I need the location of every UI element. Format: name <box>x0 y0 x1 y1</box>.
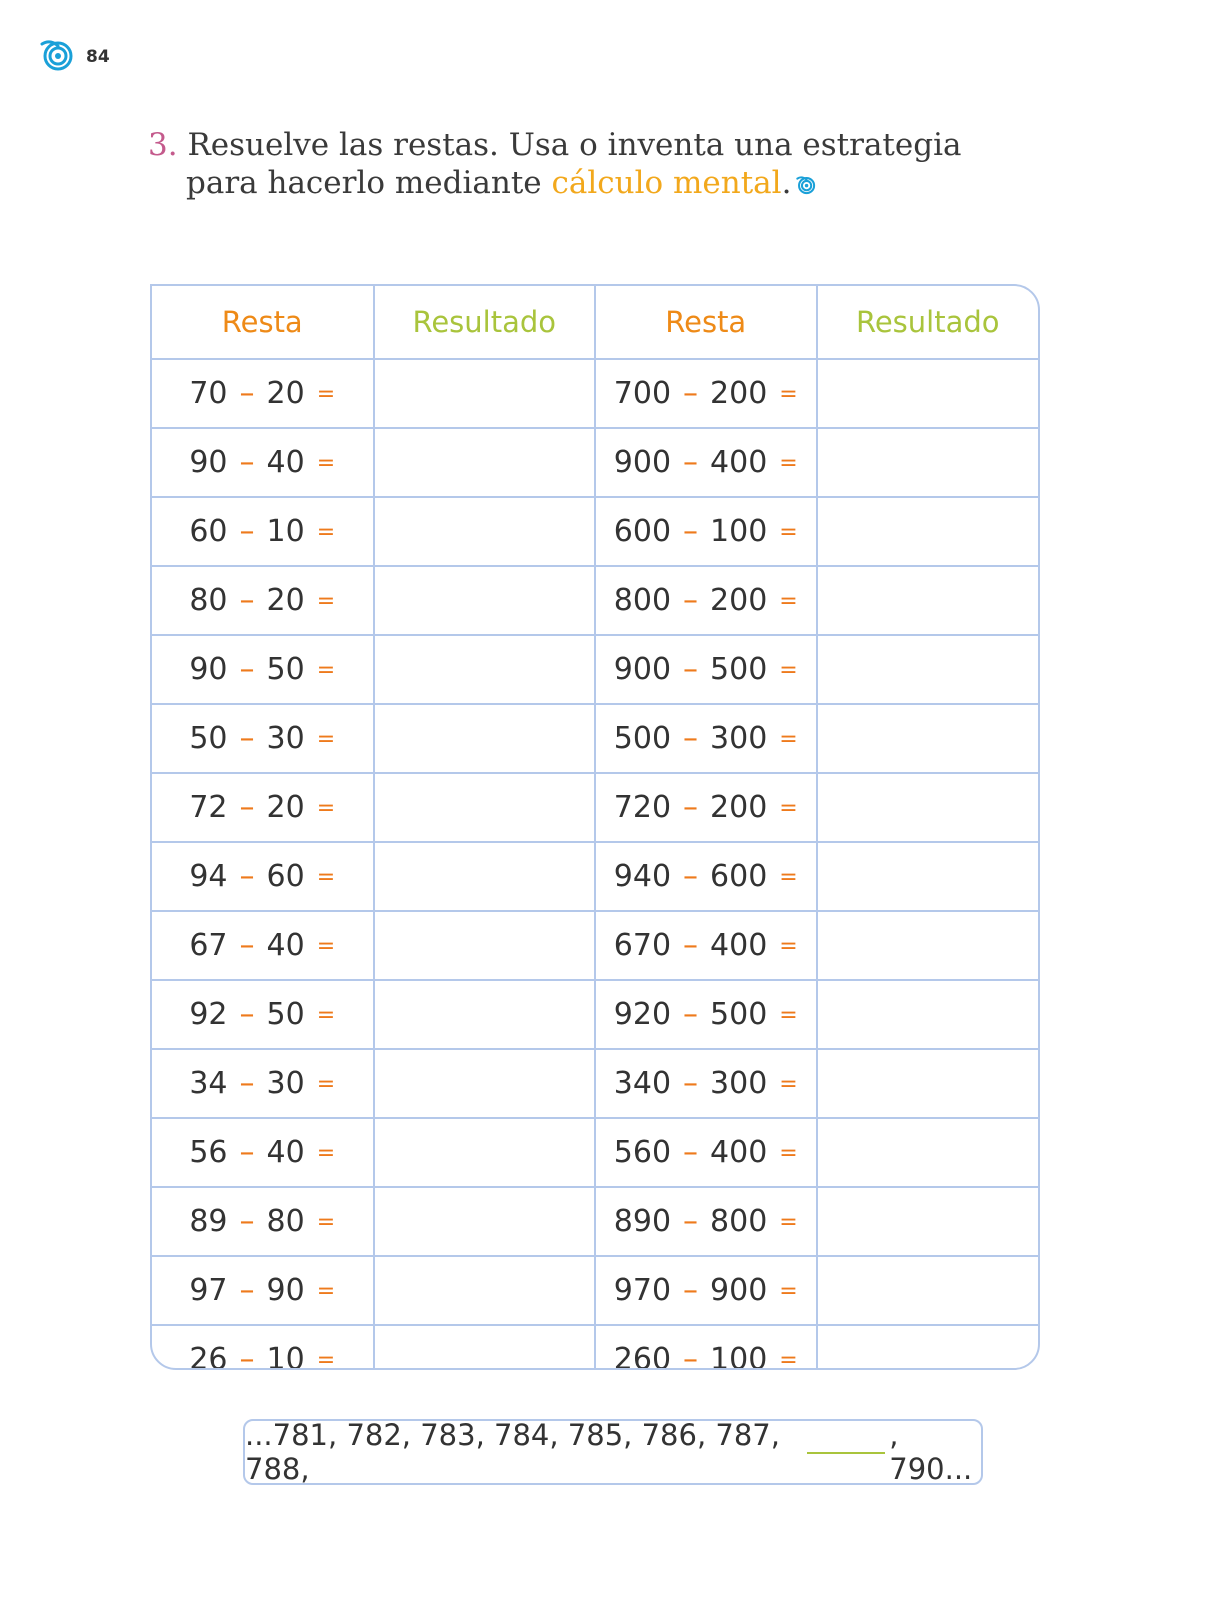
table-row <box>152 428 1038 497</box>
minuend: 72 <box>189 790 228 825</box>
subtrahend: 500 <box>710 997 768 1032</box>
minus-sign: – <box>239 1066 255 1101</box>
table-row <box>152 566 1038 635</box>
minuend: 340 <box>613 1066 672 1101</box>
number-sequence <box>243 1419 983 1485</box>
equals-sign: = <box>316 1003 336 1028</box>
minuend: 90 <box>189 445 228 480</box>
subtrahend: 300 <box>710 1066 768 1101</box>
equals-sign: = <box>779 658 798 683</box>
instruction-highlight: cálculo mental <box>551 165 782 201</box>
minuend: 600 <box>613 514 672 549</box>
page-header <box>38 38 110 76</box>
minuend: 94 <box>189 859 228 894</box>
table-row <box>152 1187 1038 1256</box>
subtraction-problem-left <box>152 566 374 635</box>
subtraction-problem-left <box>152 704 374 773</box>
table-row <box>152 359 1038 428</box>
subtrahend: 200 <box>710 790 768 825</box>
minuend: 920 <box>613 997 672 1032</box>
subtraction-problem-left <box>152 428 374 497</box>
result-cell-left[interactable] <box>374 911 596 980</box>
subtraction-problem-left <box>152 980 374 1049</box>
subtrahend: 100 <box>710 1342 768 1370</box>
equals-sign: = <box>316 934 336 959</box>
equals-sign: = <box>316 796 336 821</box>
minus-sign: – <box>683 1273 699 1308</box>
minus-sign: – <box>683 445 699 480</box>
minus-sign: – <box>683 583 699 618</box>
table-row <box>152 1049 1038 1118</box>
equals-sign: = <box>316 589 336 614</box>
minus-sign: – <box>239 514 255 549</box>
subtraction-problem-right <box>595 704 817 773</box>
minus-sign: – <box>239 928 255 963</box>
equals-sign: = <box>779 1279 798 1304</box>
result-cell-right[interactable] <box>817 1256 1039 1325</box>
subtraction-problem-left <box>152 1256 374 1325</box>
subtrahend: 80 <box>266 1204 305 1239</box>
result-cell-left[interactable] <box>374 704 596 773</box>
subtraction-problem-right <box>595 1187 817 1256</box>
header-resultado-right: Resultado <box>817 286 1039 359</box>
subtrahend: 200 <box>710 376 768 411</box>
equals-sign: = <box>316 1279 336 1304</box>
equals-sign: = <box>779 1210 798 1235</box>
minuend: 67 <box>189 928 228 963</box>
result-cell-right[interactable] <box>817 497 1039 566</box>
minus-sign: – <box>239 721 255 756</box>
subtrahend: 10 <box>266 514 305 549</box>
minus-sign: – <box>239 1342 255 1370</box>
subtraction-problem-right <box>595 497 817 566</box>
subtraction-problem-right <box>595 1049 817 1118</box>
minuend: 260 <box>613 1342 672 1370</box>
subtrahend: 100 <box>710 514 768 549</box>
sequence-before: ...781, 782, 783, 784, 785, 786, 787, 788, <box>245 1418 780 1486</box>
subtrahend: 50 <box>266 652 305 687</box>
subtraction-problem-left <box>152 1187 374 1256</box>
instruction <box>148 126 1048 204</box>
minus-sign: – <box>239 652 255 687</box>
result-cell-left[interactable] <box>374 773 596 842</box>
swirl-icon <box>795 166 817 204</box>
result-cell-right[interactable] <box>817 1187 1039 1256</box>
exercise-number: 3. <box>148 127 178 163</box>
equals-sign: = <box>316 1210 336 1235</box>
subtraction-problem-right <box>595 1256 817 1325</box>
subtraction-problem-left <box>152 635 374 704</box>
minus-sign: – <box>683 376 699 411</box>
result-cell-left[interactable] <box>374 1325 596 1370</box>
subtrahend: 90 <box>266 1273 305 1308</box>
subtraction-problem-left <box>152 1118 374 1187</box>
subtrahend: 40 <box>266 445 305 480</box>
subtrahend: 600 <box>710 859 768 894</box>
minuend: 890 <box>613 1204 672 1239</box>
subtrahend: 200 <box>710 583 768 618</box>
minus-sign: – <box>239 859 255 894</box>
table-row <box>152 911 1038 980</box>
result-cell-right[interactable] <box>817 911 1039 980</box>
minus-sign: – <box>239 1135 255 1170</box>
equals-sign: = <box>316 1348 336 1370</box>
header-resta-right: Resta <box>595 286 817 359</box>
subtrahend: 30 <box>266 1066 305 1101</box>
equals-sign: = <box>316 865 336 890</box>
minuend: 92 <box>189 997 228 1032</box>
minus-sign: – <box>239 1273 255 1308</box>
equals-sign: = <box>779 382 798 407</box>
equals-sign: = <box>779 1348 798 1370</box>
result-cell-right[interactable] <box>817 773 1039 842</box>
equals-sign: = <box>779 934 798 959</box>
sequence-blank[interactable] <box>807 1451 885 1454</box>
result-cell-left[interactable] <box>374 1118 596 1187</box>
subtraction-problem-left <box>152 911 374 980</box>
minuend: 940 <box>613 859 672 894</box>
result-cell-left[interactable] <box>374 1187 596 1256</box>
minus-sign: – <box>683 997 699 1032</box>
subtraction-problem-right <box>595 566 817 635</box>
equals-sign: = <box>316 658 336 683</box>
equals-sign: = <box>779 727 798 752</box>
subtrahend: 40 <box>266 1135 305 1170</box>
subtraction-problem-right <box>595 635 817 704</box>
sequence-after: , 790... <box>889 1418 973 1486</box>
instruction-line1: Resuelve las restas. Usa o inventa una estrategia <box>187 127 962 163</box>
minuend: 34 <box>189 1066 228 1101</box>
subtrahend: 20 <box>266 790 305 825</box>
subtraction-problem-right <box>595 1118 817 1187</box>
subtraction-problem-right <box>595 428 817 497</box>
table-row <box>152 1256 1038 1325</box>
instruction-line2 <box>148 164 1048 204</box>
minuend: 80 <box>189 583 228 618</box>
minuend: 70 <box>189 376 228 411</box>
table-row <box>152 1118 1038 1187</box>
result-cell-left[interactable] <box>374 359 596 428</box>
minus-sign: – <box>683 859 699 894</box>
minuend: 500 <box>613 721 672 756</box>
result-cell-right[interactable] <box>817 428 1039 497</box>
subtrahend: 400 <box>710 928 768 963</box>
minus-sign: – <box>683 721 699 756</box>
minuend: 720 <box>613 790 672 825</box>
table-header-row <box>152 286 1038 359</box>
result-cell-right[interactable] <box>817 704 1039 773</box>
subtraction-problem-left <box>152 359 374 428</box>
subtrahend: 20 <box>266 376 305 411</box>
subtraction-problem-right <box>595 1325 817 1370</box>
minus-sign: – <box>683 652 699 687</box>
minuend: 670 <box>613 928 672 963</box>
equals-sign: = <box>779 1072 798 1097</box>
equals-sign: = <box>779 1141 798 1166</box>
result-cell-right[interactable] <box>817 842 1039 911</box>
table-row <box>152 980 1038 1049</box>
subtraction-problem-left <box>152 497 374 566</box>
subtrahend: 500 <box>710 652 768 687</box>
minus-sign: – <box>683 790 699 825</box>
subtraction-table <box>150 284 1040 1370</box>
minus-sign: – <box>683 1066 699 1101</box>
subtrahend: 400 <box>710 1135 768 1170</box>
subtraction-problem-left <box>152 773 374 842</box>
minus-sign: – <box>683 514 699 549</box>
result-cell-right[interactable] <box>817 1325 1039 1370</box>
minuend: 26 <box>189 1342 228 1370</box>
subtrahend: 10 <box>266 1342 305 1370</box>
subtraction-problem-right <box>595 842 817 911</box>
subtrahend: 800 <box>710 1204 768 1239</box>
minus-sign: – <box>683 1204 699 1239</box>
table-row <box>152 497 1038 566</box>
equals-sign: = <box>316 520 336 545</box>
equals-sign: = <box>316 451 336 476</box>
subtraction-problem-right <box>595 911 817 980</box>
minuend: 97 <box>189 1273 228 1308</box>
subtraction-problem-left <box>152 842 374 911</box>
subtrahend: 50 <box>266 997 305 1032</box>
minuend: 900 <box>613 445 672 480</box>
minus-sign: – <box>239 1204 255 1239</box>
minus-sign: – <box>683 928 699 963</box>
result-cell-left[interactable] <box>374 428 596 497</box>
table-row <box>152 635 1038 704</box>
equals-sign: = <box>316 382 336 407</box>
minuend: 56 <box>189 1135 228 1170</box>
result-cell-left[interactable] <box>374 1049 596 1118</box>
minuend: 89 <box>189 1204 228 1239</box>
table-row <box>152 773 1038 842</box>
minuend: 800 <box>613 583 672 618</box>
minuend: 970 <box>613 1273 672 1308</box>
minuend: 700 <box>613 376 672 411</box>
minuend: 560 <box>613 1135 672 1170</box>
minuend: 90 <box>189 652 228 687</box>
instruction-line2-end: . <box>781 165 792 201</box>
equals-sign: = <box>779 865 798 890</box>
minuend: 900 <box>613 652 672 687</box>
equals-sign: = <box>779 589 798 614</box>
result-cell-left[interactable] <box>374 635 596 704</box>
equals-sign: = <box>779 451 798 476</box>
subtrahend: 400 <box>710 445 768 480</box>
subtraction-problem-right <box>595 773 817 842</box>
result-cell-left[interactable] <box>374 1256 596 1325</box>
subtraction-problem-right <box>595 359 817 428</box>
minus-sign: – <box>239 790 255 825</box>
header-resta-left: Resta <box>152 286 374 359</box>
result-cell-right[interactable] <box>817 980 1039 1049</box>
equals-sign: = <box>779 520 798 545</box>
equals-sign: = <box>316 1141 336 1166</box>
swirl-icon <box>38 38 76 76</box>
result-cell-right[interactable] <box>817 1118 1039 1187</box>
result-cell-right[interactable] <box>817 1049 1039 1118</box>
minus-sign: – <box>239 376 255 411</box>
result-cell-left[interactable] <box>374 497 596 566</box>
subtrahend: 20 <box>266 583 305 618</box>
instruction-line2-text: para hacerlo mediante <box>186 165 552 201</box>
subtrahend: 60 <box>266 859 305 894</box>
subtrahend: 900 <box>710 1273 768 1308</box>
minuend: 50 <box>189 721 228 756</box>
header-resultado-left: Resultado <box>374 286 596 359</box>
subtrahend: 30 <box>266 721 305 756</box>
result-cell-right[interactable] <box>817 566 1039 635</box>
minus-sign: – <box>683 1135 699 1170</box>
equals-sign: = <box>316 1072 336 1097</box>
subtrahend: 300 <box>710 721 768 756</box>
result-cell-right[interactable] <box>817 359 1039 428</box>
minus-sign: – <box>239 997 255 1032</box>
result-cell-left[interactable] <box>374 566 596 635</box>
subtrahend: 40 <box>266 928 305 963</box>
subtraction-problem-right <box>595 980 817 1049</box>
minuend: 60 <box>189 514 228 549</box>
result-cell-left[interactable] <box>374 980 596 1049</box>
minus-sign: – <box>239 445 255 480</box>
minus-sign: – <box>683 1342 699 1370</box>
page-number: 84 <box>86 47 110 67</box>
table-row <box>152 1325 1038 1370</box>
table-row <box>152 704 1038 773</box>
result-cell-left[interactable] <box>374 842 596 911</box>
equals-sign: = <box>316 727 336 752</box>
subtraction-problem-left <box>152 1325 374 1370</box>
table-row <box>152 842 1038 911</box>
equals-sign: = <box>779 1003 798 1028</box>
minus-sign: – <box>239 583 255 618</box>
result-cell-right[interactable] <box>817 635 1039 704</box>
equals-sign: = <box>779 796 798 821</box>
subtraction-problem-left <box>152 1049 374 1118</box>
